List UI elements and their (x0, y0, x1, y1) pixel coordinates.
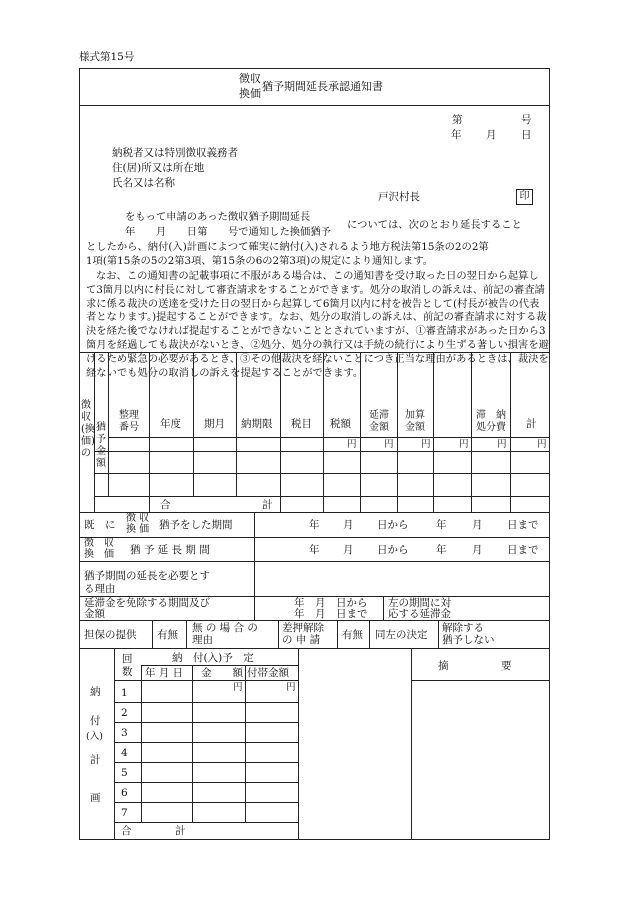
row-line (79, 648, 550, 649)
plan-yen-2: 円 (286, 682, 296, 693)
security-none-case-2: 理由 (192, 634, 213, 646)
plan-side-2: 付 (90, 715, 101, 727)
date-day: 日 (521, 129, 532, 141)
exempt-mid1: 年 月 日から (294, 597, 368, 609)
decision-right1: 解除する (442, 622, 484, 634)
col-line (236, 352, 237, 496)
period-year-4: 年 (436, 544, 447, 556)
amount-total-label-2: 計 (262, 499, 273, 511)
period-to-2: 日まで (507, 544, 539, 556)
reason-line1: 猶予期間の延長を必要とす (84, 570, 210, 582)
row-line (114, 742, 298, 743)
header-disposal: 滞 納処分費 (476, 410, 506, 433)
title-divider (79, 105, 550, 106)
col-line (337, 620, 338, 648)
plan-no-5: 5 (121, 767, 128, 779)
col-line (254, 512, 255, 561)
addressee-line3: 氏名又は名称 (112, 177, 175, 189)
seizure-2: の 申 請 (282, 634, 321, 646)
body-line2-a: 年 月 日第 号で通知した換価猶予 (125, 226, 331, 238)
col-line (369, 620, 370, 648)
row-line (94, 496, 550, 497)
header-period: 期月 (204, 418, 225, 430)
row-line (79, 561, 550, 562)
row-line (114, 782, 298, 783)
plan-no-7: 7 (121, 807, 128, 819)
number-label: 第 (452, 114, 463, 126)
col-line (141, 665, 142, 822)
col-line (245, 665, 246, 822)
yen-unit: 円 (421, 439, 431, 450)
plan-amount: 金 額 (201, 667, 243, 679)
period-year: 年 (309, 519, 320, 531)
plan-yen: 円 (233, 682, 243, 693)
plan-side-1: 納 (90, 686, 101, 698)
plan-no-6: 6 (121, 787, 128, 799)
extend-top: 徴 収 (84, 538, 114, 549)
period-year-2: 年 (436, 519, 447, 531)
security-yesno-2: 有無 (342, 629, 363, 641)
row-line (94, 451, 550, 452)
seal-mark: 印 (516, 189, 533, 205)
col-line (298, 648, 299, 840)
col-line (438, 620, 439, 648)
plan-extra: 付帯金額 (247, 667, 289, 679)
reason-line2: る理由 (84, 583, 116, 595)
body-line3: としたから、納付(入)計画によつて確実に納付(入)されるよう地方税法第15条の2の2第 (86, 241, 489, 253)
already-suffix: 猶予をした期間 (159, 519, 233, 531)
col-line (278, 620, 279, 648)
col-line (360, 352, 361, 512)
extend-bottom: 換 価 (84, 549, 114, 560)
body-line1-a: をもって申請のあった徴収猶予期間延長 (125, 211, 311, 223)
plan-side-3: (入) (86, 731, 103, 742)
row-line (79, 537, 550, 538)
col-line (383, 596, 384, 620)
page-title: 猶予期間延長承認通知書 (262, 80, 383, 93)
plan-header: 納 付(入)予 定 (172, 652, 254, 664)
yen-unit: 円 (537, 439, 547, 450)
amount-total-label: 合 (160, 499, 171, 511)
row-line (94, 473, 550, 474)
period-from: 日から (377, 519, 409, 531)
row-line (79, 620, 550, 621)
plan-no-4: 4 (121, 747, 128, 759)
exempt-right2: 応する延滞金 (388, 608, 451, 620)
row-line (79, 512, 550, 513)
already-bottom: 換 価 (126, 524, 150, 535)
yen-unit: 円 (384, 439, 394, 450)
col-line (280, 352, 281, 512)
period-month-2: 月 (472, 519, 483, 531)
addressee-line1: 納税者又は特別徴収義務者 (112, 147, 238, 159)
yen-unit: 円 (347, 439, 357, 450)
header-tax-amount: 税額 (330, 418, 351, 430)
amount-side-label: 徴収(換価)の (81, 400, 95, 459)
period-to: 日まで (507, 519, 539, 531)
addressee-line2: 住(居)所又は所在地 (112, 162, 205, 174)
col-line (411, 648, 412, 840)
col-line (114, 648, 115, 840)
row-line (114, 680, 298, 681)
period-month-4: 月 (472, 544, 483, 556)
row-line (108, 437, 550, 438)
notice-text: なお、この通知書の記載事項に不服がある場合は、この通知書を受け取った日の翌日から起算して3箇月以内に村長に対して審査請求をすることができます。処分の取消しの訴えは、前記の審査請求に係る裁決の送達を受けた日の翌日から起算して6箇月以内に村を被告として(村長が被告の代表者となります。)提起することができます。なお、処分の取消しの訴えは、前記の審査請求に対する裁決を経た後でなければ提起することができないこととされていますが、①審査請求があった日から3箇月を経過しても裁決がないとき、②処分、処分の執行又は手続の続行により生ずる著しい損害を避けるため緊急の必要があるとき、③その他裁決を経ないことにつき正当な理由があるときは、裁決を経ないでも処分の取消しの訴えを提起することができます。 (86, 270, 549, 379)
col-line (471, 352, 472, 512)
period-from-2: 日から (377, 544, 409, 556)
col-line (193, 352, 194, 496)
plan-side-4: 計 (90, 754, 101, 766)
security-yesno: 有無 (157, 629, 178, 641)
row-line (141, 665, 298, 666)
already-top: 徴 収 (126, 513, 150, 524)
header-additional: 加算金額 (405, 410, 425, 433)
col-line (192, 665, 193, 822)
already-prefix: 既 に (84, 519, 116, 531)
header-year: 年度 (160, 418, 181, 430)
header-delinquency: 延滞金額 (369, 410, 389, 433)
body-line4: 1項(第15条の5の2第3項、第15条の6の2第3項)の規定により通知します。 (86, 255, 433, 267)
period-month-3: 月 (343, 544, 354, 556)
plan-no-2: 2 (121, 707, 128, 719)
title-prefix-bottom: 換価 (239, 87, 261, 100)
side-divider-2 (108, 352, 109, 496)
exempt-right1: 左の期間に対 (388, 597, 451, 609)
row-line (114, 762, 298, 763)
plan-no-1: 1 (121, 687, 128, 699)
plan-no-3: 3 (121, 727, 128, 739)
exempt-line1: 延滞金を免除する期間及び (84, 597, 210, 609)
extend-suffix: 猶 予 延 長 期 間 (130, 544, 210, 556)
exempt-mid2: 年 月 日まで (294, 608, 368, 620)
header-seq: 整理番号 (119, 410, 139, 433)
col-line (149, 352, 150, 512)
col-line (510, 352, 511, 512)
row-line (114, 822, 298, 823)
col-line (254, 561, 255, 620)
col-line (152, 620, 153, 648)
col-line (323, 352, 324, 512)
yen-unit: 円 (459, 439, 469, 450)
plan-total-a: 合 (121, 825, 132, 837)
security-decision: 同左の決定 (375, 629, 428, 641)
row-line (411, 680, 550, 681)
header-tax-item: 税目 (291, 418, 312, 430)
plan-total-b: 計 (175, 825, 186, 837)
period-year-3: 年 (309, 544, 320, 556)
row-line (114, 802, 298, 803)
issuer-name: 戸沢村長 (378, 191, 420, 203)
date-year: 年 (451, 129, 462, 141)
exempt-line2: 金額 (84, 608, 105, 620)
body-line1-b: については、次のとおり延長すること (347, 219, 522, 231)
seizure-1: 差押解除 (282, 622, 324, 634)
plan-count-2: 数 (122, 666, 133, 678)
security-none-case-1: 無 の 場 合 の (192, 622, 258, 634)
decision-right2: 猶予しない (442, 634, 495, 646)
number-suffix: 号 (521, 114, 532, 126)
date-month: 月 (486, 129, 497, 141)
period-month: 月 (343, 519, 354, 531)
col-line (186, 620, 187, 648)
title-prefix-top: 徴収 (239, 72, 261, 85)
col-line (433, 352, 434, 512)
col-line (397, 352, 398, 512)
form-number: 様式第15号 (79, 51, 135, 63)
plan-count-1: 回 (122, 653, 133, 665)
yen-unit: 円 (497, 439, 507, 450)
row-line (114, 702, 298, 703)
security-provision: 担保の提供 (84, 629, 137, 641)
plan-date: 年 月 日 (145, 667, 184, 679)
amount-side-label-inner: 猶予金額 (96, 422, 106, 469)
row-line (114, 722, 298, 723)
header-deadline: 納期限 (241, 418, 273, 430)
header-total: 計 (526, 418, 537, 430)
plan-side-5: 画 (90, 792, 101, 804)
remarks-label: 摘 要 (438, 660, 512, 672)
